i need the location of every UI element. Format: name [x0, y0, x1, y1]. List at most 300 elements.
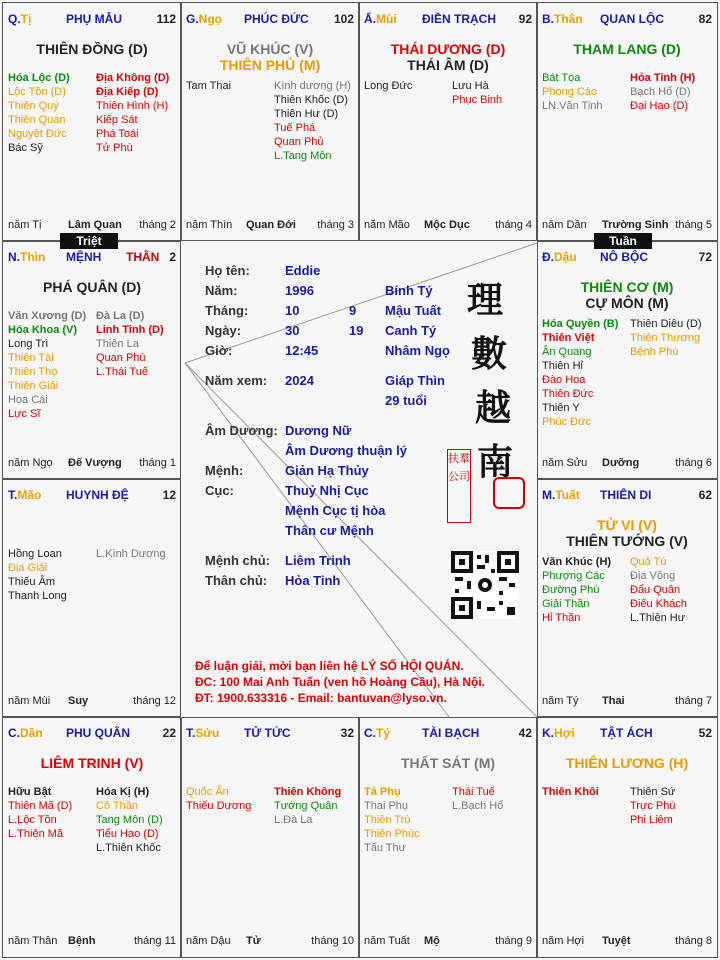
palace-can: C.: [8, 726, 20, 740]
palace-canchi: [186, 12, 222, 26]
star-item: Giải Thần: [542, 598, 590, 610]
star-item: Bệnh Phù: [630, 346, 679, 358]
palace-header: [8, 250, 176, 266]
palace-month: tháng 2: [139, 219, 176, 231]
star-item: Hóa Kị (H): [96, 786, 150, 798]
star-item: Thiên Thọ: [8, 366, 58, 378]
palace-name: TÀI BẠCH: [422, 726, 480, 740]
palace-name: PHU QUÂN: [66, 726, 131, 740]
star-item: Ân Quang: [542, 346, 592, 358]
calligraphy: [467, 273, 517, 489]
star-item: Cô Thần: [96, 800, 138, 812]
palace-header: [8, 726, 176, 742]
star-item: Hóa Khoa (V): [8, 324, 78, 336]
star-item: L.Kình Dương: [96, 548, 166, 560]
palace-thin: [2, 240, 182, 480]
star-column-right: [274, 79, 356, 163]
star-item: Tả Phụ: [364, 786, 401, 798]
palace-number: 32: [340, 726, 354, 740]
palace-month: tháng 1: [139, 457, 176, 469]
star-item: Địa Không (D): [96, 72, 170, 84]
menhchu-value: Liêm Trinh: [285, 553, 351, 568]
palace-can: G.: [186, 12, 199, 26]
palace-ti: [2, 2, 182, 242]
palace-footer: [364, 935, 532, 949]
main-star: THIÊN CƠ (M): [580, 279, 674, 295]
palace-cycle: Tử: [246, 935, 261, 947]
palace-mao: [2, 478, 182, 718]
star-item: Phượng Các: [542, 570, 605, 582]
palace-number: 102: [333, 12, 354, 26]
palace-chi: Mùi: [376, 12, 397, 26]
palace-header: [542, 250, 712, 266]
star-column-right: [452, 785, 534, 813]
day-lunar: 19: [349, 323, 364, 338]
star-column-left: [542, 785, 624, 799]
palace-than: [536, 2, 718, 242]
star-item: Thiên Trù: [364, 814, 411, 826]
star-item: Trực Phù: [630, 800, 676, 812]
palace-can: M.: [542, 488, 556, 502]
star-item: L.Bạch Hổ: [452, 800, 504, 812]
palace-canchi: [8, 726, 43, 740]
palace-footer: [364, 219, 532, 233]
star-item: Hóa Lộc (D): [8, 72, 70, 84]
star-column-left: [8, 785, 90, 841]
amduong-value: Dương Nữ: [285, 423, 352, 438]
star-item: Đại Hao (D): [630, 100, 689, 112]
star-item: Tướng Quân: [274, 800, 338, 812]
hour-value: 12:45: [285, 343, 319, 358]
tuan-tag: Tuần: [594, 233, 652, 249]
palace-year: năm Hợi: [542, 935, 585, 947]
star-item: L.Thiên Mã: [8, 828, 64, 840]
palace-footer: [8, 457, 176, 471]
palace-name: HUYNH ĐỆ: [66, 488, 129, 502]
main-star: THIÊN LƯƠNG (H): [565, 755, 689, 771]
star-item: Địa Võng: [630, 570, 676, 582]
month-canchi: Mậu Tuất: [385, 303, 442, 318]
contact-line-3: ĐT: 1900.633316 - Email: bantuvan@lyso.vn.: [195, 691, 447, 705]
palace-header: [364, 12, 532, 28]
day-canchi: Canh Tý: [385, 323, 437, 338]
palace-month: tháng 3: [317, 219, 354, 231]
hour-label: Giờ:: [205, 343, 233, 358]
star-item: Tuế Phá: [274, 122, 316, 134]
center-panel: [180, 240, 538, 718]
palace-chi: Thân: [554, 12, 583, 26]
palace-cycle: Đế Vượng: [68, 457, 122, 469]
calligraphy-char-4: 南: [477, 441, 514, 483]
star-item: Văn Xương (D): [8, 310, 87, 322]
palace-than-marker: THÂN: [126, 250, 160, 264]
star-column-right: [274, 785, 356, 827]
palace-canchi: [364, 726, 390, 740]
star-column-left: [186, 79, 268, 93]
palace-dan: [2, 716, 182, 958]
palace-chi: Sửu: [195, 726, 220, 740]
star-column-left: [8, 71, 90, 155]
palace-cycle: Mộ: [424, 935, 440, 947]
star-item: L.Thái Tuế: [96, 366, 148, 378]
star-item: Địa Kiếp (D): [96, 86, 159, 98]
name-label: Họ tên:: [205, 263, 250, 278]
palace-number: 52: [698, 726, 712, 740]
menh-value: Giản Hạ Thủy: [285, 463, 369, 478]
star-item: Kình dương (H): [274, 80, 351, 92]
star-item: Quả Tú: [630, 556, 667, 568]
star-item: Thiên Phúc: [364, 828, 420, 840]
palace-header: [542, 726, 712, 742]
star-item: Địa Giải: [8, 562, 48, 574]
star-column-left: [364, 785, 446, 855]
palace-name: ĐIỀN TRẠCH: [422, 12, 496, 26]
palace-chi: Ngọ: [198, 12, 222, 26]
palace-footer: [186, 935, 354, 949]
star-item: L.Đà La: [274, 814, 313, 826]
star-item: Thiên Khốc (D): [274, 94, 348, 106]
day-label: Ngày:: [205, 323, 242, 338]
palace-ngo: [180, 2, 360, 242]
main-star: THÁI ÂM (D): [407, 57, 489, 73]
palace-can: T.: [8, 488, 18, 502]
amduong-note: Âm Dương thuận lý: [285, 443, 407, 458]
view-canchi: Giáp Thìn: [385, 373, 445, 388]
star-item: L.Thiên Hư: [630, 612, 686, 624]
palace-name: QUAN LỘC: [600, 12, 664, 26]
palace-name: TẬT ÁCH: [600, 726, 653, 740]
star-item: Thiên Y: [542, 402, 580, 414]
star-item: Thiên Không: [274, 786, 342, 798]
star-column-right: [630, 785, 712, 827]
star-item: Đào Hoa: [542, 374, 586, 386]
palace-month: tháng 7: [675, 695, 712, 707]
palace-month: tháng 12: [133, 695, 176, 707]
palace-header: [8, 488, 176, 504]
star-item: Điếu Khách: [630, 598, 687, 610]
palace-chi: Hợi: [554, 726, 575, 740]
star-column-left: [186, 785, 268, 813]
star-item: LN.Văn Tinh: [542, 100, 603, 112]
main-star: TỬ VI (V): [597, 517, 657, 533]
star-item: Thiên Quan: [8, 114, 66, 126]
palace-month: tháng 9: [495, 935, 532, 947]
star-column-left: [542, 71, 624, 113]
palace-can: B.: [542, 12, 554, 26]
star-item: L.Tang Môn: [274, 150, 332, 162]
palace-name: MỆNH: [66, 250, 102, 264]
main-star: VŨ KHÚC (V): [226, 41, 314, 57]
palace-cycle: Thai: [602, 695, 625, 707]
main-star: THIÊN TƯỚNG (V): [566, 533, 688, 549]
palace-cycle: Lâm Quan: [68, 219, 122, 231]
palace-cycle: Tuyệt: [602, 935, 631, 947]
star-item: Bác Sỹ: [8, 142, 43, 154]
star-item: Linh Tinh (D): [96, 324, 164, 336]
view-year-value: 2024: [285, 373, 314, 388]
palace-chi: Thìn: [20, 250, 46, 264]
star-item: Lực Sĩ: [8, 408, 41, 420]
triet-tag: Triệt: [60, 233, 118, 249]
year-label: Năm:: [205, 283, 238, 298]
star-item: Thiên Sứ: [630, 786, 676, 798]
menhchu-label: Mệnh chủ:: [205, 553, 270, 568]
star-item: Phá Toái: [96, 128, 139, 140]
star-item: Thái Tuế: [452, 786, 495, 798]
palace-chi: Tị: [20, 12, 32, 26]
palace-footer: [186, 219, 354, 233]
calligraphy-char-3: 越: [475, 387, 512, 429]
star-item: Hồng Loan: [8, 548, 62, 560]
palace-cycle: Bệnh: [68, 935, 96, 947]
palace-footer: [8, 695, 176, 709]
star-item: Thiếu Âm: [8, 576, 56, 588]
palace-can: Ấ.: [364, 12, 376, 26]
star-item: Quan Phủ: [274, 136, 324, 148]
month-lunar: 9: [349, 303, 357, 318]
star-item: Thiên Hư (D): [274, 108, 339, 120]
palace-cycle: Mộc Dục: [424, 219, 470, 231]
cuc-label: Cục:: [205, 483, 234, 498]
star-item: Hỉ Thần: [542, 612, 581, 624]
palace-dau: [536, 240, 718, 480]
cuc-note-2: Thân cư Mệnh: [285, 523, 374, 538]
star-column-right: [452, 79, 534, 107]
seal-stamp-icon: [493, 477, 525, 509]
palace-number: 92: [518, 12, 532, 26]
star-column-right: [630, 555, 712, 625]
name-value: Eddie: [285, 263, 321, 278]
main-star: LIÊM TRINH (V): [40, 755, 144, 771]
palace-canchi: [8, 12, 31, 26]
palace-mui: [358, 2, 538, 242]
star-item: Thiên Giải: [8, 380, 59, 392]
palace-canchi: [542, 726, 575, 740]
palace-chi: Tý: [376, 726, 391, 740]
star-item: Tiểu Hao (D): [96, 828, 159, 840]
star-column-right: [630, 317, 712, 359]
palace-number: 42: [518, 726, 532, 740]
palace-header: [542, 12, 712, 28]
palace-month: tháng 4: [495, 219, 532, 231]
star-item: Tấu Thư: [364, 842, 407, 854]
main-star: PHÁ QUÂN (D): [43, 279, 141, 295]
palace-month: tháng 11: [133, 935, 176, 947]
star-item: L.Lộc Tồn: [8, 814, 57, 826]
star-item: L.Thiên Khốc: [96, 842, 161, 854]
star-column-right: [96, 309, 178, 379]
month-label: Tháng:: [205, 303, 249, 318]
palace-canchi: [364, 12, 397, 26]
palace-footer: [542, 935, 712, 949]
star-item: Quan Phù: [96, 352, 146, 364]
star-column-right: [96, 785, 178, 855]
thanchu-label: Thân chủ:: [205, 573, 268, 588]
palace-canchi: [542, 12, 583, 26]
star-item: Thiên Hình (H): [96, 100, 169, 112]
star-item: Thiên La: [96, 338, 139, 350]
palace-hoi: [536, 716, 718, 958]
star-item: Đà La (D): [96, 310, 145, 322]
year-canchi: Bính Tý: [385, 283, 433, 298]
star-item: Bát Tọa: [542, 72, 581, 84]
palace-name: PHỤ MẪU: [66, 12, 122, 26]
contact-line-1: Để luận giải, mời bạn liên hệ LÝ SỐ HỘI QUÁN.: [195, 659, 464, 673]
palace-footer: [8, 935, 176, 949]
palace-suu: [180, 716, 360, 958]
star-item: Thanh Long: [8, 590, 67, 602]
palace-chi: Dậu: [554, 250, 577, 264]
star-item: Phi Liêm: [630, 814, 673, 826]
palace-header: [8, 12, 176, 28]
palace-number: 2: [169, 250, 176, 264]
palace-can: N.: [8, 250, 20, 264]
main-star: CỰ MÔN (M): [585, 295, 669, 311]
palace-ty: [358, 716, 538, 958]
star-item: Lưu Hà: [452, 80, 489, 92]
palace-can: K.: [542, 726, 554, 740]
star-item: Tam Thai: [186, 80, 232, 92]
star-item: Thiên Việt: [542, 332, 595, 344]
star-column-left: [8, 547, 90, 603]
palace-canchi: [8, 250, 45, 264]
star-item: Thiên Thương: [630, 332, 701, 344]
star-item: Đường Phù: [542, 584, 600, 596]
palace-cycle: Dưỡng: [602, 457, 640, 469]
palace-canchi: [542, 488, 580, 502]
star-item: Hoa Cái: [8, 394, 48, 406]
palace-number: 72: [698, 250, 712, 264]
palace-year: năm Tý: [542, 695, 579, 707]
main-star: THÁI DƯƠNG (D): [390, 41, 506, 57]
palace-year: năm Ngọ: [8, 457, 53, 469]
palace-name: PHÚC ĐỨC: [244, 12, 309, 26]
palace-number: 22: [162, 726, 176, 740]
palace-cycle: Trường Sinh: [602, 219, 669, 231]
star-item: Long Đức: [364, 80, 413, 92]
palace-month: tháng 6: [675, 457, 712, 469]
palace-chi: Dần: [20, 726, 43, 740]
palace-header: [186, 726, 354, 742]
palace-chi: Tuất: [555, 488, 580, 502]
palace-name: THIÊN DI: [600, 488, 652, 502]
palace-footer: [542, 457, 712, 471]
palace-number: 82: [698, 12, 712, 26]
contact-line-2: ĐC: 100 Mai Anh Tuấn (ven hồ Hoàng Cầu), Hà Nội.: [195, 675, 486, 689]
star-item: Thiên Khôi: [542, 786, 599, 798]
star-item: Hỏa Tinh (H): [630, 72, 696, 84]
calligraphy-char-2: 數: [471, 333, 508, 375]
palace-number: 12: [162, 488, 176, 502]
palace-can: T.: [186, 726, 196, 740]
age-value: 29 tuổi: [385, 393, 427, 408]
qr-code-icon: [451, 551, 519, 619]
palace-month: tháng 10: [311, 935, 354, 947]
star-column-right: [96, 71, 178, 155]
palace-tuat: [536, 478, 718, 718]
palace-canchi: [186, 726, 219, 740]
main-star: THẤT SÁT (M): [400, 755, 496, 771]
palace-cycle: Quan Đới: [246, 219, 296, 231]
palace-year: năm Sửu: [542, 457, 588, 469]
star-item: Quốc Ấn: [186, 786, 229, 798]
palace-year: năm Thân: [8, 935, 58, 947]
star-item: Thai Phụ: [364, 800, 409, 812]
year-value: 1996: [285, 283, 314, 298]
company-seal: 扶羣公司: [447, 449, 471, 523]
star-item: Tang Môn (D): [96, 814, 163, 826]
thanchu-value: Hỏa Tinh: [285, 573, 341, 588]
star-item: Lộc Tồn (D): [8, 86, 66, 98]
palace-can: C.: [364, 726, 376, 740]
amduong-label: Âm Dương:: [205, 423, 278, 438]
palace-footer: [542, 219, 712, 233]
star-item: Kiếp Sát: [96, 114, 138, 126]
palace-footer: [542, 695, 712, 709]
star-item: Tử Phù: [96, 142, 133, 154]
cuc-value: Thuỷ Nhị Cục: [285, 483, 369, 498]
palace-header: [186, 12, 354, 28]
star-item: Phục Binh: [452, 94, 503, 106]
star-item: Long Trì: [8, 338, 49, 350]
star-item: Hóa Quyền (B): [542, 318, 619, 330]
cuc-note-1: Mệnh Cục tị hòa: [285, 503, 386, 518]
palace-year: năm Tị: [8, 219, 42, 231]
palace-name: TỬ TỨC: [244, 726, 291, 740]
star-column-left: [8, 309, 90, 421]
view-year-label: Năm xem:: [205, 373, 268, 388]
star-item: Thiên Tài: [8, 352, 54, 364]
star-item: Thiên Diêu (D): [630, 318, 702, 330]
palace-month: tháng 5: [675, 219, 712, 231]
star-item: Đẩu Quân: [630, 584, 681, 596]
palace-year: năm Tuất: [364, 935, 410, 947]
palace-number: 112: [156, 12, 176, 26]
hour-canchi: Nhâm Ngọ: [385, 343, 450, 358]
palace-year: năm Dậu: [186, 935, 231, 947]
star-item: Phúc Đức: [542, 416, 591, 428]
palace-year: năm Dần: [542, 219, 587, 231]
star-item: Thiếu Dương: [186, 800, 252, 812]
palace-cycle: Suy: [68, 695, 89, 707]
palace-header: [542, 488, 712, 504]
star-column-right: [630, 71, 712, 113]
palace-name: NÔ BỘC: [600, 250, 648, 264]
star-column-left: [542, 317, 624, 429]
menh-label: Mệnh:: [205, 463, 244, 478]
main-star: THIÊN PHỦ (M): [219, 57, 321, 73]
calligraphy-char-1: 理: [467, 279, 504, 321]
palace-footer: [8, 219, 176, 233]
main-star: THAM LANG (D): [573, 41, 681, 57]
star-item: Thiên Đức: [542, 388, 594, 400]
star-item: Bạch Hổ (D): [630, 86, 691, 98]
star-item: Thiên Mã (D): [8, 800, 73, 812]
main-star: THIÊN ĐỒNG (D): [36, 41, 148, 57]
star-item: Phong Cáo: [542, 86, 598, 98]
palace-number: 62: [698, 488, 712, 502]
palace-year: năm Mão: [364, 219, 410, 231]
palace-can: Q.: [8, 12, 21, 26]
star-column-left: [542, 555, 624, 625]
star-column-left: [364, 79, 446, 93]
palace-can: Đ.: [542, 250, 554, 264]
palace-year: năm Mùi: [8, 695, 51, 707]
palace-canchi: [8, 488, 41, 502]
palace-header: [364, 726, 532, 742]
palace-year: năm Thìn: [186, 219, 233, 231]
palace-month: tháng 8: [675, 935, 712, 947]
